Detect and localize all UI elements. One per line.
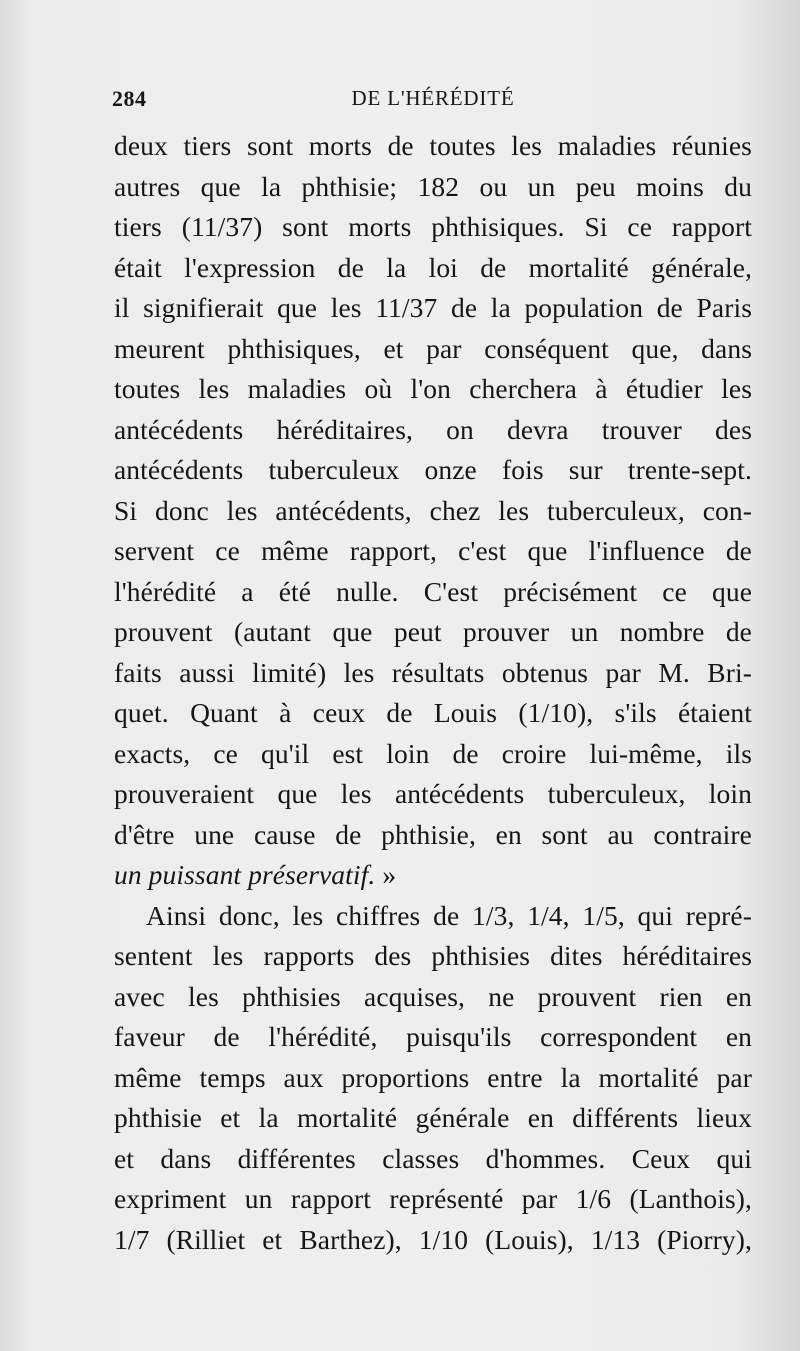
text-line: Ainsi donc, les chiffres de 1/3, 1/4, 1/5, qui repré- [146,899,752,931]
text-line: et dans différentes classes d'hommes. Ceux qui [114,1142,752,1174]
text-line: avec les phthisies acquises, ne prouvent rien en [114,980,752,1012]
text-line: tiers (11/37) sont morts phthisiques. Si ce rapport [114,211,752,242]
text-line: il signifierait que les 11/37 de la population de Paris [114,292,752,323]
running-title: DE L'HÉRÉDITÉ [351,86,515,110]
text-line: meurent phthisiques, et par conséquent que, dans [114,332,752,364]
closing-quote: » [375,859,397,890]
text-line: phthisie et la mortalité générale en différents lieux [114,1102,752,1133]
paragraph-ainsi-donc [114,896,752,1261]
text-line: l'hérédité a été nulle. C'est précisément ce que [114,575,752,607]
text-line-italic [114,855,752,896]
text-line: antécédents tuberculeux onze fois sur trente-sept. [114,454,752,485]
text-line: faveur de l'hérédité, puisqu'ils correspondent en [114,1021,752,1052]
text-line: antécédents héréditaires, on devra trouver des [114,413,752,445]
text-line: toutes les maladies où l'on cherchera à étudier les [114,373,752,404]
text-line: sentent les rapports des phthisies dites héréditaires [114,940,752,971]
body-text [114,126,752,1260]
text-line: faits aussi limité) les résultats obtenus par M. Bri- [114,656,752,688]
text-line: exacts, ce qu'il est loin de croire lui-même, ils [114,737,752,769]
page-header [112,82,754,118]
text-line: prouvent (autant que peut prouver un nombre de [114,616,752,647]
text-line: quet. Quant à ceux de Louis (1/10), s'ils étaient [114,697,752,728]
text-line: d'être une cause de phthisie, en sont au contraire [114,818,752,850]
text-line: était l'expression de la loi de mortalité générale, [114,251,752,283]
text-line: servent ce même rapport, c'est que l'influence de [114,535,752,566]
text-line: 1/7 (Rilliet et Barthez), 1/10 (Louis), 1/13 (Piorry), [114,1223,752,1255]
text-line: expriment un rapport représenté par 1/6 (Lanthois), [114,1183,752,1214]
text-line: même temps aux proportions entre la mortalité par [114,1061,752,1093]
italic-phrase: un puissant préservatif. [114,859,376,890]
text-line: autres que la phthisie; 182 ou un peu moins du [114,170,752,202]
text-line: deux tiers sont morts de toutes les maladies réunies [114,130,752,161]
paragraph-quote-end [114,126,752,855]
page-number: 284 [112,86,147,111]
text-line: Si donc les antécédents, chez les tuberculeux, con- [114,494,752,526]
text-line: prouveraient que les antécédents tuberculeux, loin [114,778,752,809]
